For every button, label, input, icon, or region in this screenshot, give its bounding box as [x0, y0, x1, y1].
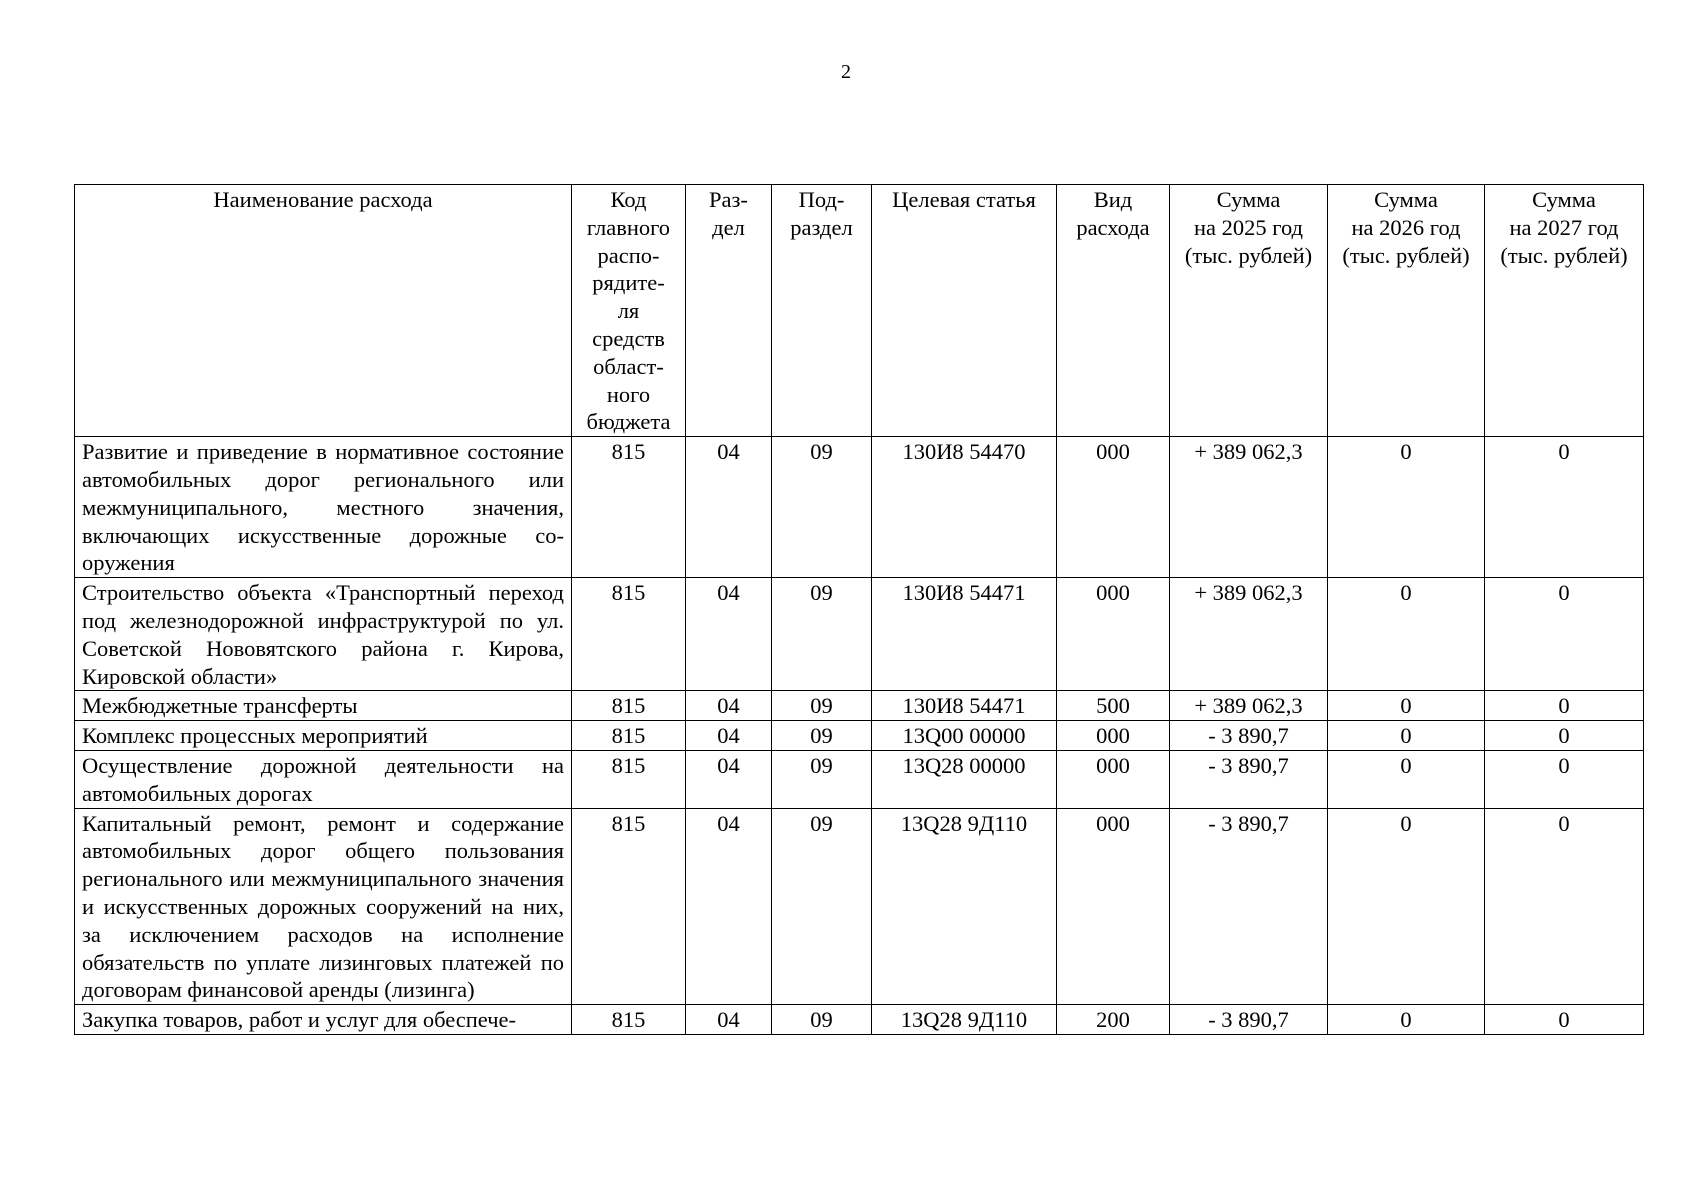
cell-sum-2025: - 3 890,7	[1170, 750, 1328, 808]
cell-sum-2025: + 389 062,3	[1170, 691, 1328, 721]
cell-subsection: 09	[772, 437, 872, 578]
cell-expense-type: 000	[1057, 808, 1170, 1005]
cell-expense-type: 000	[1057, 437, 1170, 578]
cell-subsection: 09	[772, 1005, 872, 1035]
cell-expense-type: 000	[1057, 750, 1170, 808]
cell-section: 04	[686, 721, 772, 751]
cell-admin-code: 815	[572, 437, 686, 578]
cell-target-item: 130И8 54470	[872, 437, 1057, 578]
cell-target-item: 13Q00 00000	[872, 721, 1057, 751]
header-admin-code: Код главного распо- рядите- ля средств област- ного бюджета	[572, 185, 686, 437]
cell-subsection: 09	[772, 750, 872, 808]
cell-section: 04	[686, 691, 772, 721]
cell-sum-2027: 0	[1485, 750, 1644, 808]
cell-admin-code: 815	[572, 578, 686, 691]
cell-target-item: 130И8 54471	[872, 578, 1057, 691]
table-row	[75, 578, 1644, 691]
cell-name: Строительство объекта «Транспортный переход под железнодорожной инфраструктурой по ул. Советской Нововятского района г. Кирова, Кировской области»	[75, 578, 572, 691]
cell-section: 04	[686, 750, 772, 808]
header-sum-2026: Сумма на 2026 год (тыс. рублей)	[1328, 185, 1485, 437]
cell-expense-type: 000	[1057, 578, 1170, 691]
cell-target-item: 130И8 54471	[872, 691, 1057, 721]
cell-sum-2026: 0	[1328, 578, 1485, 691]
cell-sum-2027: 0	[1485, 1005, 1644, 1035]
cell-sum-2027: 0	[1485, 578, 1644, 691]
cell-subsection: 09	[772, 578, 872, 691]
cell-sum-2026: 0	[1328, 437, 1485, 578]
table-row	[75, 808, 1644, 1005]
cell-name: Межбюджетные трансферты	[75, 691, 572, 721]
page-number: 2	[841, 61, 851, 83]
cell-name: Комплекс процессных мероприятий	[75, 721, 572, 751]
table-row	[75, 721, 1644, 751]
cell-sum-2027: 0	[1485, 721, 1644, 751]
cell-sum-2027: 0	[1485, 691, 1644, 721]
header-expense-type: Вид расхода	[1057, 185, 1170, 437]
cell-expense-type: 200	[1057, 1005, 1170, 1035]
cell-name: Капитальный ремонт, ремонт и содержание автомобильных дорог общего пользования регионального или межмуниципального значения и искусственных дорожных сооружений на них, за исключением расходов на исполнение обязательств по уплате лизинговых платежей по договорам финансовой аренды (лизинга)	[75, 808, 572, 1005]
cell-section: 04	[686, 437, 772, 578]
cell-sum-2025: + 389 062,3	[1170, 437, 1328, 578]
cell-section: 04	[686, 1005, 772, 1035]
cell-sum-2026: 0	[1328, 721, 1485, 751]
header-subsection: Под- раздел	[772, 185, 872, 437]
header-sum-2025: Сумма на 2025 год (тыс. рублей)	[1170, 185, 1328, 437]
header-section: Раз- дел	[686, 185, 772, 437]
cell-sum-2025: + 389 062,3	[1170, 578, 1328, 691]
cell-section: 04	[686, 578, 772, 691]
header-name: Наименование расхода	[75, 185, 572, 437]
cell-admin-code: 815	[572, 808, 686, 1005]
cell-admin-code: 815	[572, 691, 686, 721]
cell-sum-2025: - 3 890,7	[1170, 1005, 1328, 1035]
header-target-item: Целевая статья	[872, 185, 1057, 437]
cell-subsection: 09	[772, 691, 872, 721]
cell-sum-2025: - 3 890,7	[1170, 808, 1328, 1005]
cell-section: 04	[686, 808, 772, 1005]
cell-target-item: 13Q28 9Д110	[872, 1005, 1057, 1035]
cell-subsection: 09	[772, 721, 872, 751]
cell-sum-2026: 0	[1328, 808, 1485, 1005]
cell-admin-code: 815	[572, 721, 686, 751]
cell-name: Осуществление дорожной деятельности на автомобильных дорогах	[75, 750, 572, 808]
cell-admin-code: 815	[572, 1005, 686, 1035]
cell-sum-2026: 0	[1328, 1005, 1485, 1035]
cell-sum-2026: 0	[1328, 691, 1485, 721]
cell-sum-2026: 0	[1328, 750, 1485, 808]
table-row	[75, 750, 1644, 808]
table-header-row	[75, 185, 1644, 437]
header-sum-2027: Сумма на 2027 год (тыс. рублей)	[1485, 185, 1644, 437]
table-row	[75, 1005, 1644, 1035]
expense-table	[74, 184, 1644, 1035]
cell-subsection: 09	[772, 808, 872, 1005]
cell-expense-type: 500	[1057, 691, 1170, 721]
cell-sum-2025: - 3 890,7	[1170, 721, 1328, 751]
cell-target-item: 13Q28 9Д110	[872, 808, 1057, 1005]
cell-target-item: 13Q28 00000	[872, 750, 1057, 808]
cell-expense-type: 000	[1057, 721, 1170, 751]
cell-sum-2027: 0	[1485, 437, 1644, 578]
cell-name: Закупка товаров, работ и услуг для обеспече-	[75, 1005, 572, 1035]
table-row	[75, 691, 1644, 721]
cell-sum-2027: 0	[1485, 808, 1644, 1005]
table-row	[75, 437, 1644, 578]
cell-name: Развитие и приведение в нормативное состояние автомобильных дорог регионального или межмуниципального, местного значения, включающих искусственные дорожные сооружения	[75, 437, 572, 578]
cell-admin-code: 815	[572, 750, 686, 808]
